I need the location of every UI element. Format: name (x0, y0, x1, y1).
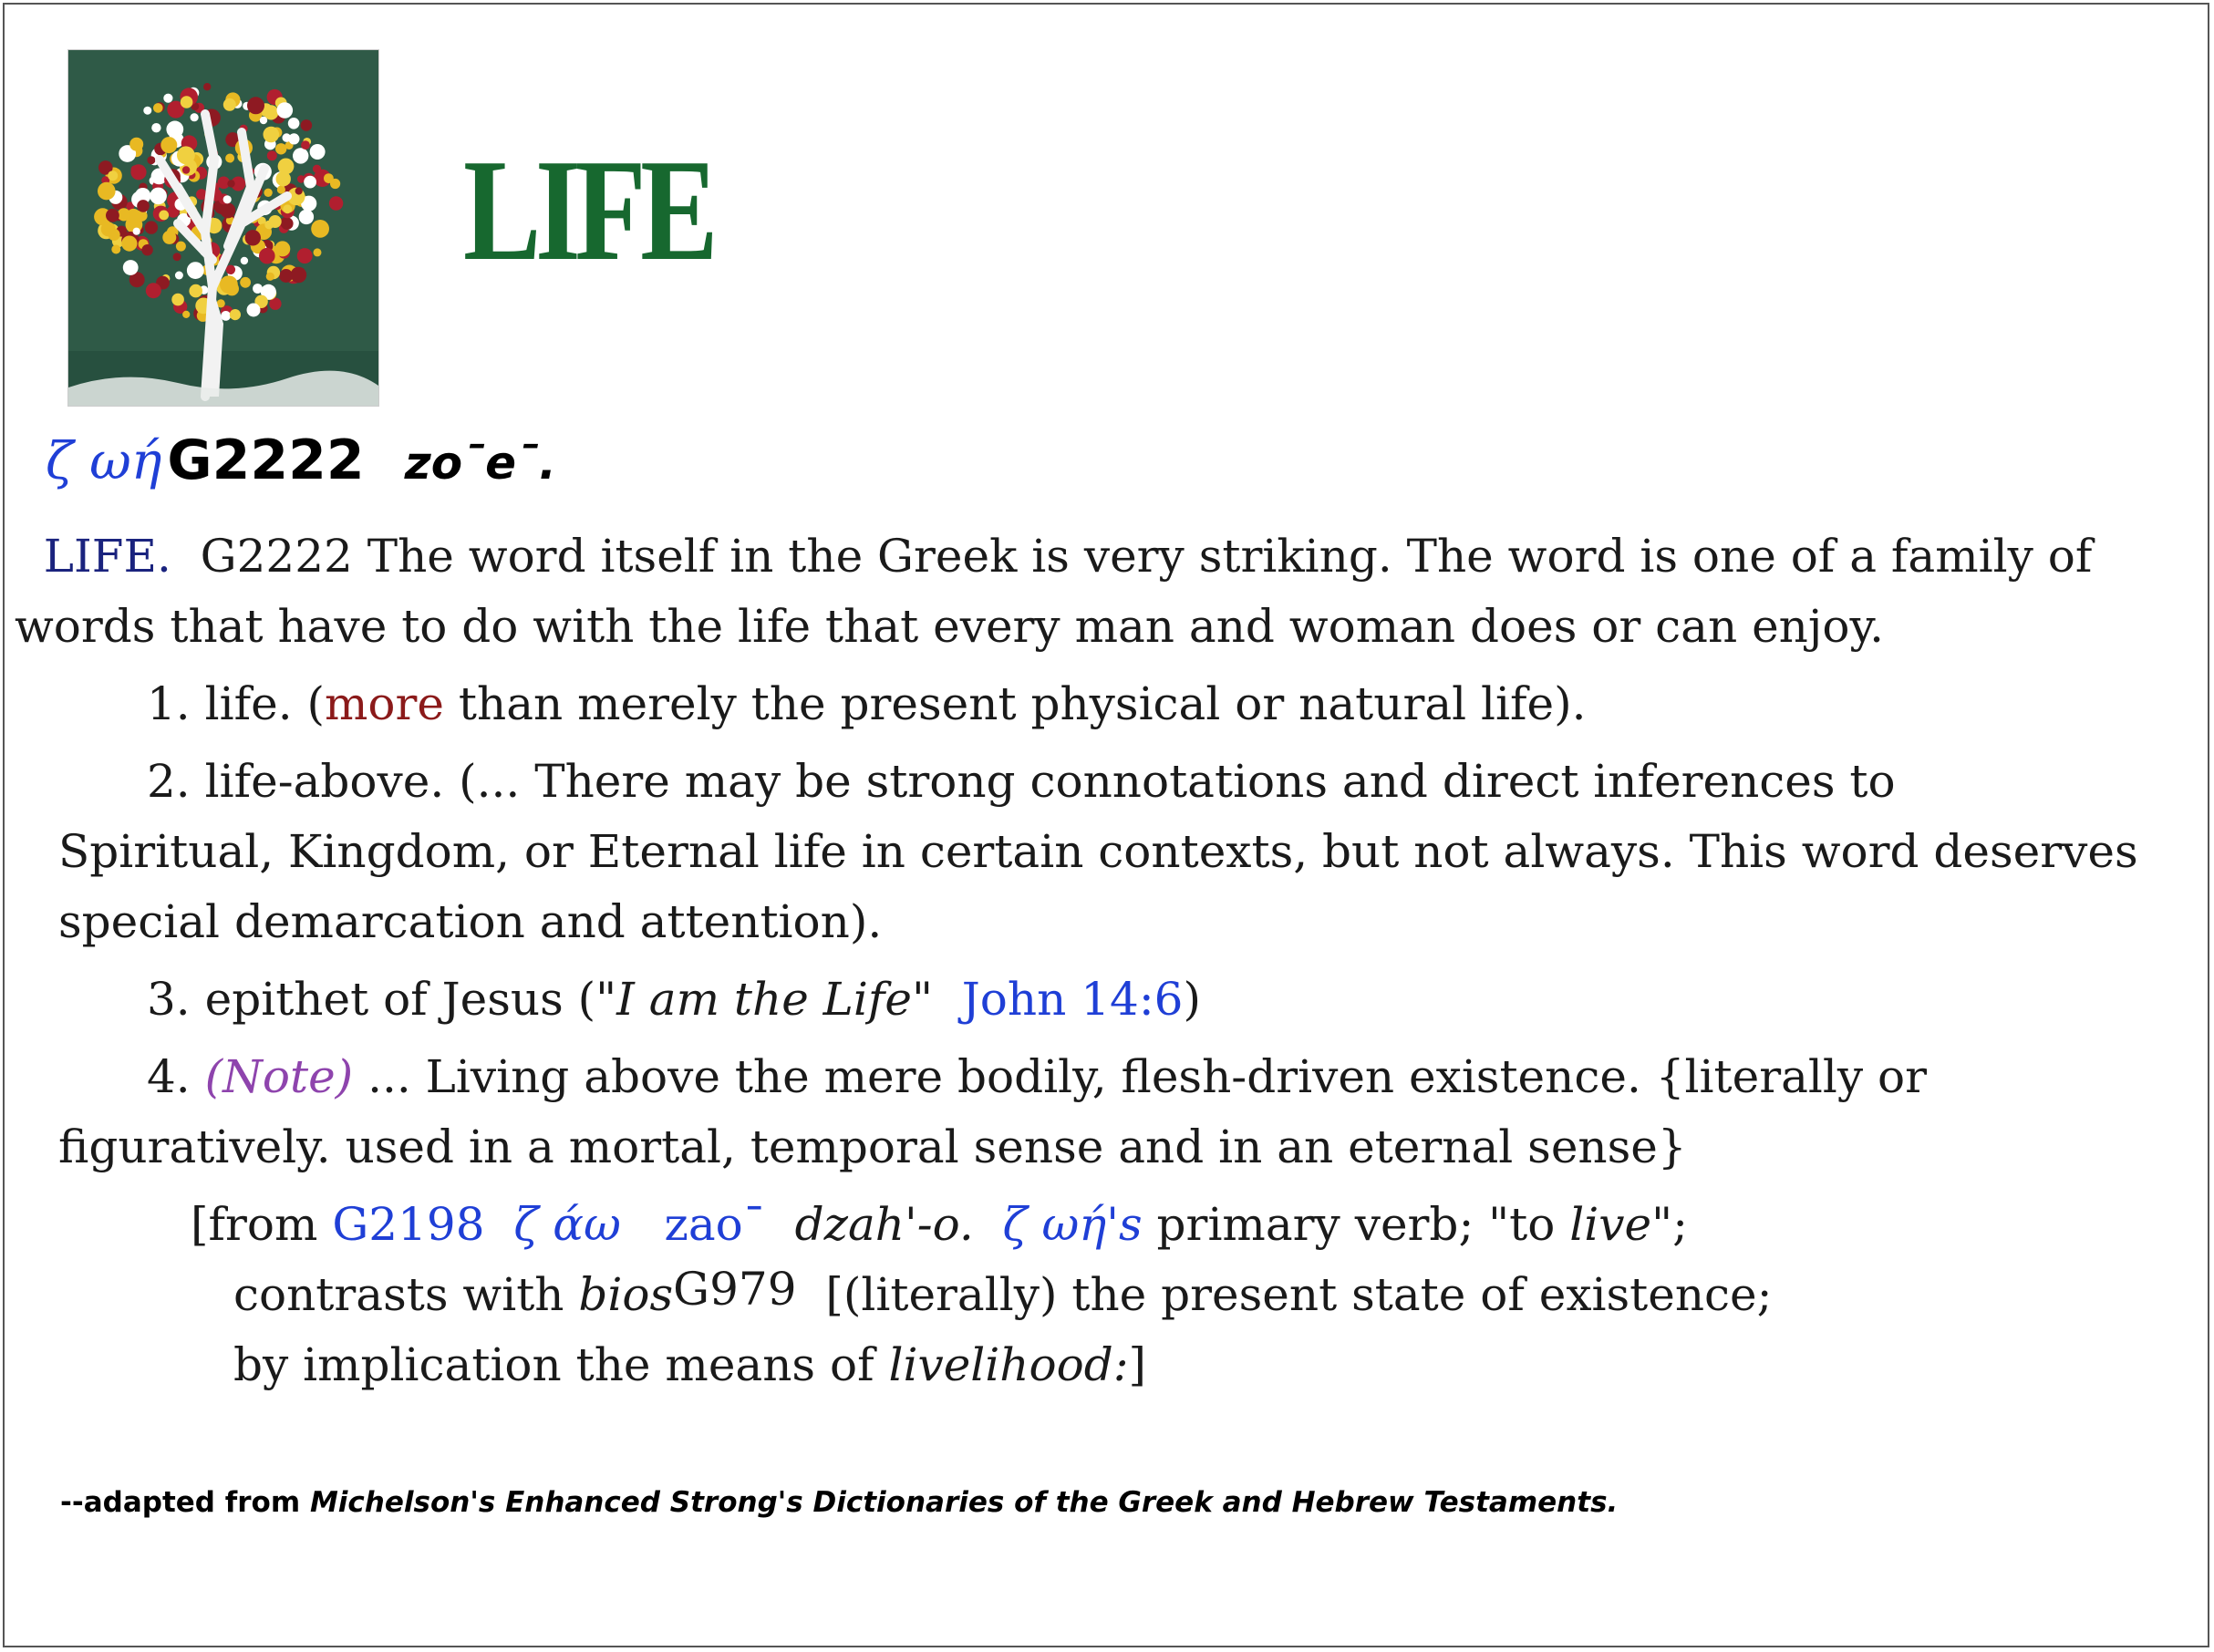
tree-illustration-icon (67, 49, 379, 407)
item-text: life. ( (204, 677, 325, 730)
leaf-dot (137, 200, 150, 212)
leaf-dot (291, 267, 307, 284)
item-text: ... Living above the mere bodily, flesh-driven existence. {literally or (353, 1050, 1928, 1103)
leaf-dot (171, 294, 184, 306)
leaf-dot (264, 189, 272, 197)
leaf-dot (274, 241, 290, 256)
leaf-dot (223, 195, 232, 203)
leaf-dot (313, 165, 321, 173)
note-label: (Note) (204, 1050, 354, 1103)
item-text: life-above. (... There may be strong connotations and direct inferences to (204, 755, 1896, 808)
leaf-dot (311, 220, 329, 238)
leaf-dot (121, 236, 137, 252)
leaf-dot (151, 123, 160, 132)
leaf-dot (189, 284, 202, 298)
leaf-dot (98, 182, 116, 201)
item-text: " (911, 973, 962, 1026)
leaf-dot (264, 221, 274, 230)
leaf-dot (310, 144, 326, 160)
leaf-dot (247, 304, 261, 317)
leaf-dot (299, 210, 314, 224)
scripture-reference-link[interactable]: John 14:6 (961, 973, 1184, 1026)
from-prefix: [from (191, 1198, 333, 1251)
leaf-dot (276, 171, 291, 186)
leaf-dot (147, 156, 155, 164)
definition-item-4-cont: figuratively. used in a mortal, temporal sense and in an eternal sense} (58, 1120, 1687, 1173)
contrast-text: by implication the means of (233, 1338, 889, 1391)
leaf-dot (123, 260, 139, 275)
strongs-code: G979 (673, 1263, 797, 1316)
leaf-dot (283, 133, 292, 142)
leaf-dot (175, 272, 183, 280)
leaf-dot (153, 103, 163, 113)
item-text: than merely the present physical or natural life). (444, 677, 1587, 730)
from-end: ; (1672, 1198, 1688, 1251)
leaf-dot (227, 180, 234, 187)
greek-root: ζ άω (513, 1198, 621, 1251)
etymology-line (15, 1190, 2196, 1260)
pronunciation: dzah'-o. (794, 1198, 974, 1251)
leaf-dot (266, 273, 274, 281)
leaf-dot (162, 231, 176, 244)
leaf-dot (187, 262, 204, 279)
leaf-dot (150, 188, 167, 205)
leaf-dot (145, 221, 158, 233)
leaf-dot (203, 83, 211, 90)
leaf-dot (280, 217, 291, 228)
live-word: live" (1569, 1198, 1673, 1251)
leaf-dot (163, 94, 172, 103)
leaf-dot (245, 230, 261, 245)
leaf-dot (223, 98, 236, 111)
leaf-dot (225, 154, 234, 163)
transliteration: zo¯e¯. (404, 437, 556, 490)
leaf-dot (267, 150, 277, 160)
credit-source: Michelson's Enhanced Strong's Dictionaries of the Greek and Hebrew Testaments. (309, 1486, 1619, 1519)
leaf-dot (297, 248, 313, 263)
definition-item-2-cont: Spiritual, Kingdom, or Eternal life in certain contexts, but not always. This word deserves special demarcation and attention). (58, 825, 2138, 948)
headword-line (46, 428, 556, 511)
leaf-dot (283, 204, 292, 213)
leaf-dot (181, 96, 193, 108)
contrast-line-2 (15, 1330, 2196, 1400)
leaf-dot (275, 143, 286, 154)
quote: I am the Life (616, 973, 912, 1026)
greek-possessive: ζ ωή's (1002, 1198, 1143, 1251)
leaf-dot (111, 245, 120, 254)
leaf-dot (173, 253, 181, 261)
leaf-dot (329, 196, 343, 210)
credit-prefix: --adapted from (60, 1486, 310, 1519)
item-number: 3. (147, 973, 191, 1026)
leaf-dot (191, 113, 199, 121)
lead-code: G2222 (200, 530, 353, 583)
leaf-dot (301, 119, 313, 131)
leaf-dot (288, 118, 300, 129)
leaf-dot (230, 309, 241, 320)
contrast-line-1 (15, 1260, 2196, 1330)
contrast-text: [(literally) the present state of existence; (796, 1268, 1773, 1321)
from-text: primary verb; "to (1142, 1198, 1570, 1251)
leaf-dot (226, 265, 235, 274)
item-number: 4. (147, 1050, 191, 1103)
leaf-dot (221, 311, 231, 321)
leaf-dot (240, 277, 251, 288)
bios-word: bios (578, 1268, 674, 1321)
item-text: ) (1183, 973, 1202, 1026)
leaf-dot (146, 283, 161, 298)
leaf-dot (277, 102, 294, 119)
leaf-dot (314, 248, 322, 256)
leaf-dot (295, 187, 303, 194)
leaf-dot (130, 164, 146, 180)
contrast-text: ] (1128, 1338, 1147, 1391)
leaf-dot (241, 257, 248, 264)
leaf-dot (259, 248, 275, 264)
lead-paragraph (15, 521, 2196, 662)
leaf-dot (118, 208, 130, 221)
definition-item-4 (15, 1042, 2196, 1112)
leaf-dot (160, 137, 177, 153)
leaf-dot (106, 209, 119, 222)
leaf-dot (182, 166, 190, 173)
leaf-dot (330, 179, 340, 189)
livelihood-word: livelihood: (888, 1338, 1129, 1391)
leaf-dot (264, 127, 280, 143)
leaf-dot (220, 202, 235, 218)
leaf-dot (129, 138, 143, 151)
strongs-link[interactable]: G2198 (332, 1198, 485, 1251)
leaf-dot (133, 228, 140, 235)
definition-item-1 (15, 669, 2196, 739)
leaf-dot (143, 107, 151, 115)
leaf-dot (293, 148, 308, 163)
item-text: epithet of Jesus (" (204, 973, 617, 1026)
leaf-dot (301, 140, 310, 150)
greek-headword: ζ ωή (46, 432, 162, 491)
strongs-number: G2222 (167, 428, 365, 492)
contrast-text: contrasts with (233, 1268, 579, 1321)
source-credit (60, 1486, 1618, 1519)
leaf-dot (220, 275, 238, 294)
item-number: 2. (147, 755, 191, 808)
definition-item-3 (15, 965, 2196, 1035)
leaf-dot (247, 97, 264, 114)
leaf-dot (260, 117, 267, 124)
lead-label: LIFE. (43, 530, 171, 583)
leaf-dot (182, 311, 190, 318)
leaf-dot (177, 146, 195, 164)
leaf-dot (176, 242, 186, 252)
definition-body (15, 521, 2196, 1400)
leaf-dot (141, 244, 152, 255)
leaf-dot (101, 222, 116, 236)
item-number: 1. (147, 677, 191, 730)
leaf-dot (108, 170, 118, 181)
leaf-dot (304, 176, 316, 189)
page-title: LIFE (463, 129, 713, 291)
lead-text: The word itself in the Greek is very striking. The word is one of a family of words that have to do with the life that every man and woman does or can enjoy. (15, 530, 2093, 653)
leaf-dot (159, 211, 169, 221)
definition-item-2 (15, 747, 2196, 817)
root-transliteration: zao¯ (664, 1198, 766, 1251)
highlight-word: more (325, 677, 445, 730)
